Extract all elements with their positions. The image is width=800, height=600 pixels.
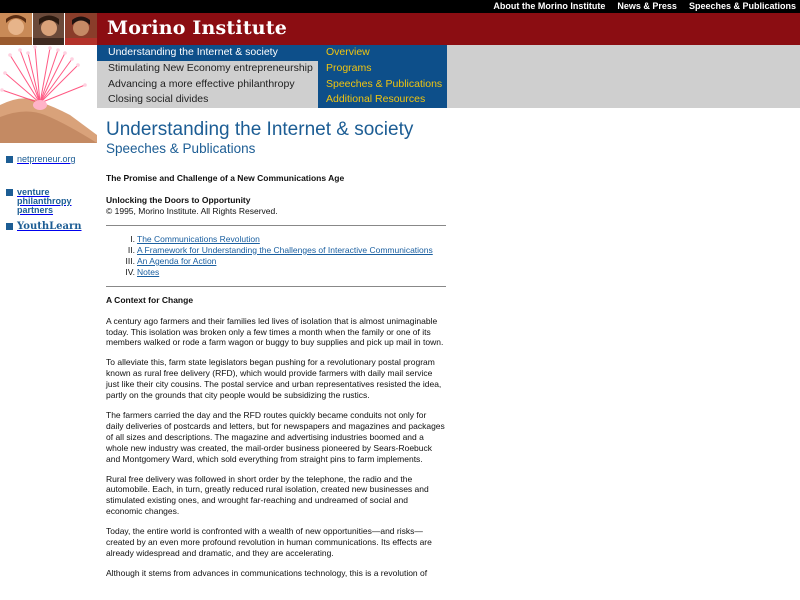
toc-number: III. — [125, 255, 135, 266]
nav-social-divides[interactable]: Closing social divides — [108, 93, 209, 106]
nav-additional-resources[interactable]: Additional Resources — [326, 93, 426, 106]
toc-number: IV. — [125, 266, 135, 277]
paragraph: Today, the entire world is confronted with a wealth of new opportunities—and risks—created by an even more profound revolution in human communications. Its effects are already widespread and dramatic, and they are accelerating. — [106, 526, 432, 558]
portrait-photo-2 — [33, 13, 66, 45]
netpreneur-logo-link[interactable] — [6, 155, 76, 164]
section-nav — [97, 45, 318, 108]
top-nav — [493, 0, 796, 13]
toc-number: II. — [127, 244, 135, 255]
toc-number: I. — [130, 233, 135, 244]
toc-link-communications-revolution[interactable]: The Communications Revolution — [137, 233, 260, 244]
toc-link-framework[interactable]: A Framework for Understanding the Challenges of Interactive Communications — [137, 244, 433, 255]
nav-philanthropy[interactable]: Advancing a more effective philanthropy — [108, 77, 295, 90]
nav-speeches-publications[interactable]: Speeches & Publications — [326, 77, 443, 90]
vpp-line-3: partners — [17, 205, 54, 215]
article-title: The Promise and Challenge of a New Communications Age — [106, 173, 345, 183]
top-bar — [0, 0, 800, 13]
page-title: Understanding the Internet & society — [106, 119, 414, 140]
header-photos — [0, 13, 97, 45]
topnav-news-link[interactable]: News & Press — [617, 1, 677, 11]
subsection-nav — [318, 45, 447, 108]
toc-item — [106, 267, 446, 278]
topnav-speeches-link[interactable]: Speeches & Publications — [688, 1, 796, 11]
nav-filler — [447, 45, 800, 108]
paragraph: To alleviate this, farm state legislators began pushing for a revolutionary postal program known as rural free delivery (RFD), which would provide farmers with daily mail service just like their city cousins. The postal service and urban representatives resisted the idea, partly on the grounds that city people would be subsidizing the rustics. — [106, 357, 442, 401]
youthlearn-logo-link[interactable] — [6, 222, 82, 231]
vpp-line-2: philanthropy — [17, 196, 72, 206]
toc-link-agenda[interactable]: An Agenda for Action — [137, 255, 217, 266]
nav-new-economy[interactable]: Stimulating New Economy entrepreneurship — [108, 61, 313, 74]
portrait-photo-1 — [0, 13, 33, 45]
section-title: A Context for Change — [106, 294, 194, 305]
netpreneur-label: netpreneur.org — [17, 154, 76, 164]
paragraph: A century ago farmers and their families led lives of isolation that is almost unimaginable today. This isolation was broken only a few times a month when the family or one of its members walked or rode a farm wagon or buggy to buy supplies and pick up mail in town. — [106, 315, 444, 348]
vpp-label — [17, 188, 72, 215]
paragraph: Rural free delivery was followed in short order by the telephone, the radio and the automobile. Each, in turn, greatly reduced rural isolation, created new businesses and stimulated existing ones, and wrought far-reaching and undreamed of social and economic changes. — [106, 473, 429, 517]
brand-banner — [97, 13, 800, 45]
copyright-text: © 1995, Morino Institute. All Rights Reserved. — [106, 205, 278, 216]
divider-top — [106, 225, 446, 226]
vpp-line-1: venture — [17, 187, 50, 197]
article-subtitle: Unlocking the Doors to Opportunity — [106, 194, 251, 205]
netpreneur-square-icon — [6, 156, 13, 163]
toc-item — [106, 256, 446, 267]
nav-understanding-internet[interactable]: Understanding the Internet & society — [97, 45, 318, 61]
toc-item — [106, 245, 446, 256]
paragraph: Although it stems from advances in communications technology, this is a revolution of — [106, 567, 428, 578]
toc-link-notes[interactable]: Notes — [137, 266, 160, 277]
venture-philanthropy-logo-link[interactable] — [6, 188, 72, 215]
nav-programs[interactable]: Programs — [326, 61, 372, 74]
brand-title: Morino Institute — [107, 17, 288, 39]
portrait-photo-3 — [65, 13, 97, 45]
toc-item — [106, 234, 446, 245]
nav-overview[interactable]: Overview — [326, 46, 370, 58]
youthlearn-square-icon — [6, 223, 13, 230]
vpp-square-icon — [6, 189, 13, 196]
youthlearn-label: YouthLearn — [17, 221, 82, 232]
topnav-about-link[interactable]: About the Morino Institute — [493, 1, 606, 11]
page-subtitle: Speeches & Publications — [106, 141, 256, 156]
article — [106, 173, 446, 588]
table-of-contents — [106, 234, 446, 278]
paragraph: The farmers carried the day and the RFD routes quickly became conduits not only for daily deliveries of postcards and letters, but for newspapers and magazines and packages of all sizes and descriptions. The magazine and advertising industries boomed and a whole new industry was created, the mail-order business pioneered by Sears-Roebuck and Montgomery Ward, which sold everything from straight pins to farm implements. — [106, 409, 445, 464]
fiber-optic-image — [0, 45, 97, 143]
